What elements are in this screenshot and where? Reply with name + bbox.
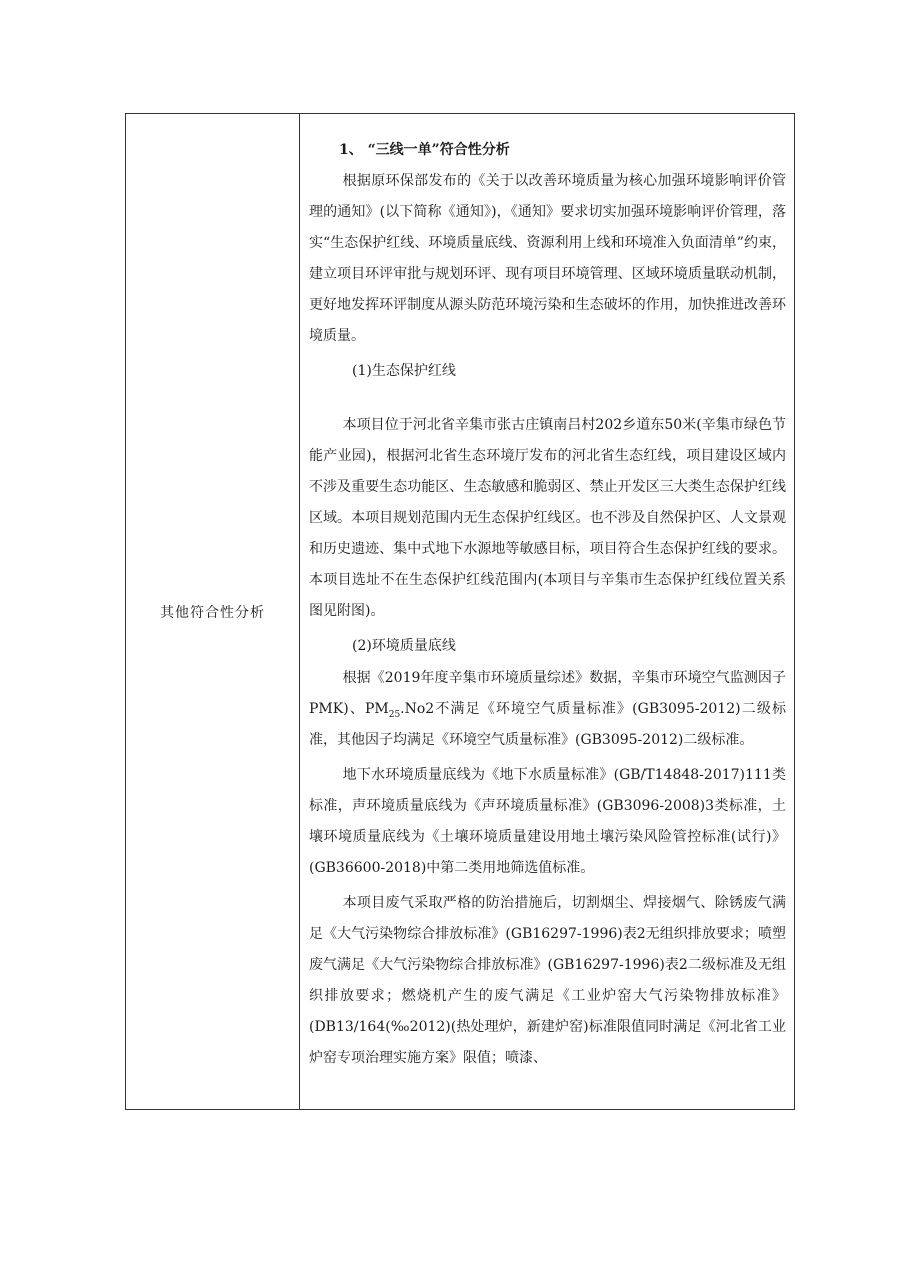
subsection-title-ecological-redline: (1)生态保护红线: [352, 363, 456, 379]
section-title: 1、 “三线一单”符合性分析: [339, 142, 510, 158]
groundwater-paragraph: 地下水环境质量底线为《地下水质量标准》(GB/T14848-2017)111类标准，声环境质量底线为《声环境质量标准》(GB3096-2008)3类标准，土壤环境质量底线为《土壤环境质量建设用地土壤污染风险管控标准(试行)》(GB36600-2018)中第二类用地筛选值标准。: [309, 767, 786, 876]
analysis-content-cell: [300, 114, 794, 1109]
exhaust-gas-paragraph: 本项目废气采取严格的防治措施后，切割烟尘、焊接烟气、除锈废气满足《大气污染物综合排放标准》(GB16297-1996)表2无组织排放要求；喷塑废气满足《大气污染物综合排放标准》(GB16297-1996)表2二级标准及无组织排放要求；燃烧机产生的废气满足《工业炉窑大气污染物排放标准》(DB13∕164(‰2012)(热处理炉，新建炉窑)标准限值同时满足《河北省工业炉窑专项治理实施方案》限值；喷漆、: [309, 895, 786, 1066]
air-quality-text-a: 根据《2019年度辛集市环境质量综述》数据，辛集市环境空气监测因子PMK)、PM: [309, 670, 786, 717]
pm-subscript: 25: [388, 709, 401, 720]
document-table: [125, 113, 795, 1110]
air-quality-paragraph: [309, 663, 786, 756]
intro-paragraph: 根据原环保部发布的《关于以改善环境质量为核心加强环境影响评价管理的通知》(以下简称《通知》)，《通知》要求切实加强环境影响评价管理，落实“生态保护红线、环境质量底线、资源利用上线和环境准入负面清单”约束，建立项目环评审批与规划环评、现有项目环境管理、区域环境质量联动机制，更好地发挥环评制度从源头防范环境污染和生态破坏的作用，加快推进改善环境质量。: [309, 173, 786, 344]
air-quality-text-b: .No2不满足《环境空气质量标准》(GB3095-2012)二级标准，其他因子均满足《环境空气质量标准》(GB3095-2012)二级标准。: [309, 701, 786, 748]
category-label-cell: [126, 114, 300, 1109]
subsection-title-environment-baseline: (2)环境质量底线: [352, 638, 456, 654]
ecological-redline-paragraph: 本项目位于河北省辛集市张古庄镇南吕村202乡道东50米(辛集市绿色节能产业园)，根据河北省生态环境厅发布的河北省生态红线，项目建设区域内不涉及重要生态功能区、生态敏感和脆弱区、禁止开发区三大类生态保护红线区域。本项目规划范围内无生态保护红线区。也不涉及自然保护区、人文景观和历史遗迹、集中式地下水源地等敏感目标，项目符合生态保护红线的要求。本项目选址不在生态保护红线范围内(本项目与辛集市生态保护红线位置关系图见附图)。: [309, 417, 786, 619]
category-label: 其他符合性分析: [160, 604, 265, 621]
